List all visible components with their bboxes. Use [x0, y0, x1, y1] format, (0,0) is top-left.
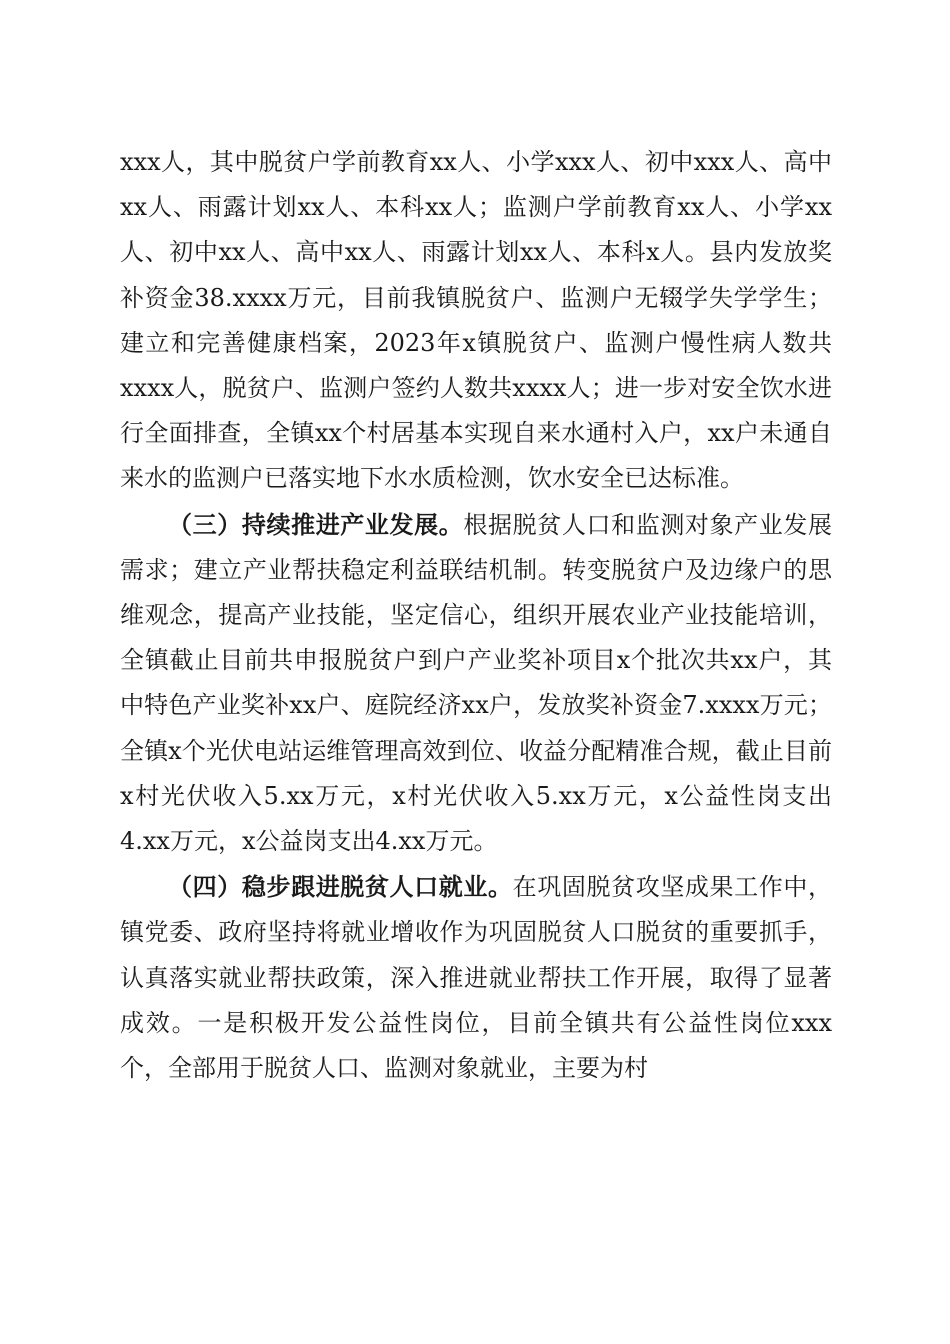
paragraph-employment	[120, 864, 832, 1091]
paragraph-education-health-water	[120, 140, 832, 502]
document-body	[120, 140, 832, 1091]
paragraph-industry-development	[120, 502, 832, 865]
section-heading-industry: （三）持续推进产业发展。	[168, 509, 464, 539]
paragraph-body: 根据脱贫人口和监测对象产业发展需求；建立产业帮扶稳定利益联结机制。转变脱贫户及边缘户的思维观念，提高产业技能，坚定信心，组织开展农业产业技能培训，全镇截止目前共申报脱贫户到户产业奖补项目x个批次共xx户，其中特色产业奖补xx户、庭院经济xx户，发放奖补资金7.xxxx万元；全镇x个光伏电站运维管理高效到位、收益分配精准合规，截止目前x村光伏收入5.xx万元，x村光伏收入5.xx万元，x公益性岗支出4.xx万元，x公益岗支出4.xx万元。	[120, 510, 833, 856]
paragraph-body: xxx人，其中脱贫户学前教育xx人、小学xxx人、初中xxx人、高中xx人、雨露计划xx人、本科xx人；监测户学前教育xx人、小学xx人、初中xx人、高中xx人、雨露计划xx人、本科x人。县内发放奖补资金38.xxxx万元，目前我镇脱贫户、监测户无辍学失学学生；建立和完善健康档案，2023年x镇脱贫户、监测户慢性病人数共xxxx人，脱贫户、监测户签约人数共xxxx人；进一步对安全饮水进行全面排查，全镇xx个村居基本实现自来水通村入户，xx户未通自来水的监测户已落实地下水水质检测，饮水安全已达标准。	[120, 148, 832, 493]
paragraph-body: 在巩固脱贫攻坚成果工作中，镇党委、政府坚持将就业增收作为巩固脱贫人口脱贫的重要抓手，认真落实就业帮扶政策，深入推进就业帮扶工作开展，取得了显著成效。一是积极开发公益性岗位，目前全镇共有公益性岗位xxx个，全部用于脱贫人口、监测对象就业，主要为村	[120, 873, 833, 1083]
section-heading-employment: （四）稳步跟进脱贫人口就业。	[168, 872, 513, 902]
